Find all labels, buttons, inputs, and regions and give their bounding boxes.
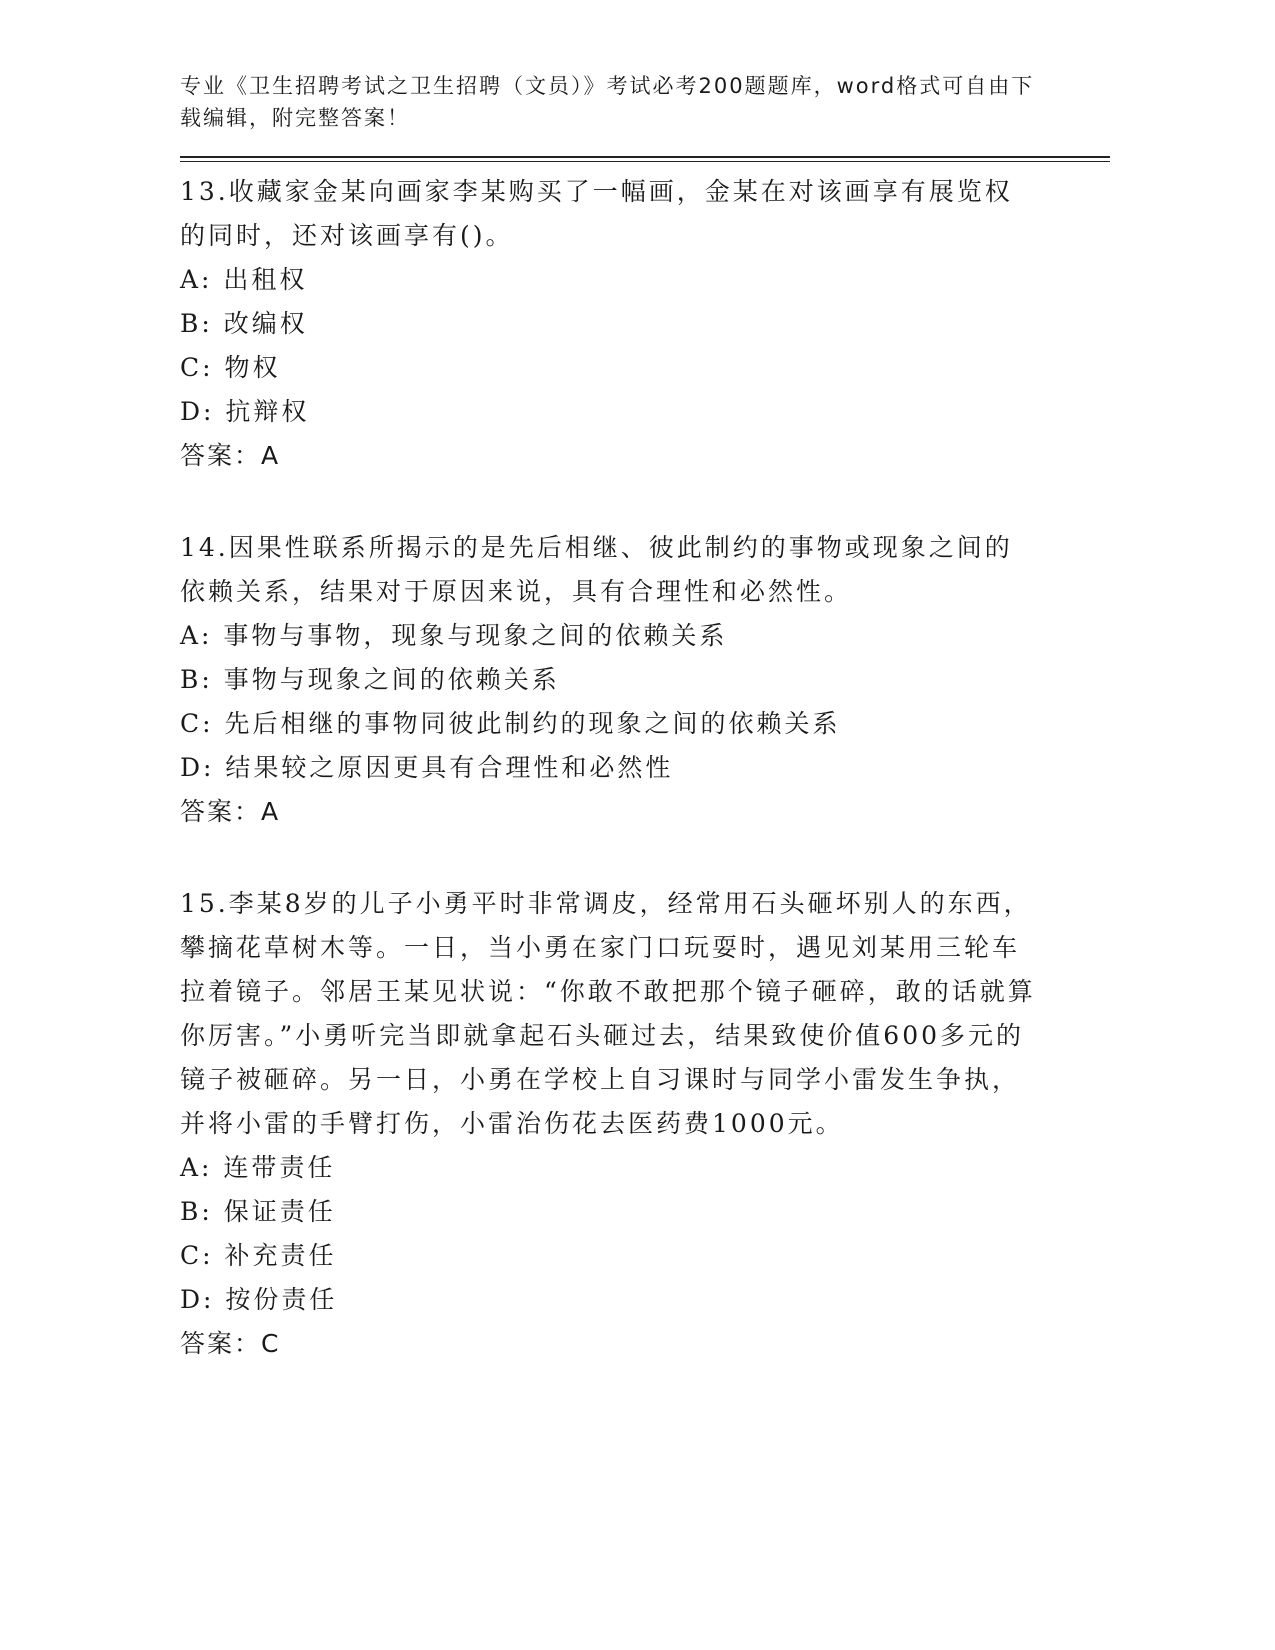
question-text: 13.收藏家金某向画家李某购买了一幅画，金某在对该画享有展览权的同时，还对该画享有()。: [180, 177, 1013, 250]
option-d: D: 按份责任: [180, 1285, 338, 1314]
question-15: [180, 882, 1080, 1366]
document-header: 专业《卫生招聘考试之卫生招聘（文员）》考试必考200题题库，word格式可自由下载编辑，附完整答案！: [180, 74, 1035, 130]
answer-line: 答案：C: [180, 1329, 281, 1358]
question-text: 15.李某8岁的儿子小勇平时非常调皮，经常用石头砸坏别人的东西，攀摘花草树木等。一日，当小勇在家门口玩耍时，遇见刘某用三轮车拉着镜子。邻居王某见状说：“你敢不敢把那个镜子砸碎，敢的话就算你厉害。”小勇听完当即就拿起石头砸过去，结果致使价值600多元的镜子被砸碎。另一日，小勇在学校上自习课时与同学小雷发生争执，并将小雷的手臂打伤，小雷治伤花去医药费1000元。: [180, 889, 1036, 1138]
option-b: B: 保证责任: [180, 1197, 336, 1226]
question-text: 14.因果性联系所揭示的是先后相继、彼此制约的事物或现象之间的依赖关系，结果对于原因来说，具有合理性和必然性。: [180, 533, 1013, 606]
option-a: A: 出租权: [180, 265, 308, 294]
question-13: [180, 170, 1080, 478]
option-a: A: 连带责任: [180, 1153, 336, 1182]
answer-line: 答案：A: [180, 797, 281, 826]
option-c: C: 补充责任: [180, 1241, 337, 1270]
document-page: [180, 70, 1080, 1414]
question-list: [180, 170, 1080, 1366]
question-14: [180, 526, 1080, 834]
option-c: C: 先后相继的事物同彼此制约的现象之间的依赖关系: [180, 709, 841, 738]
option-b: B: 事物与现象之间的依赖关系: [180, 665, 560, 694]
option-b: B: 改编权: [180, 309, 308, 338]
answer-line: 答案：A: [180, 441, 281, 470]
option-a: A: 事物与事物，现象与现象之间的依赖关系: [180, 621, 728, 650]
option-d: D: 抗辩权: [180, 397, 310, 426]
option-c: C: 物权: [180, 353, 281, 382]
header-divider: [180, 156, 1110, 162]
option-d: D: 结果较之原因更具有合理性和必然性: [180, 753, 674, 782]
